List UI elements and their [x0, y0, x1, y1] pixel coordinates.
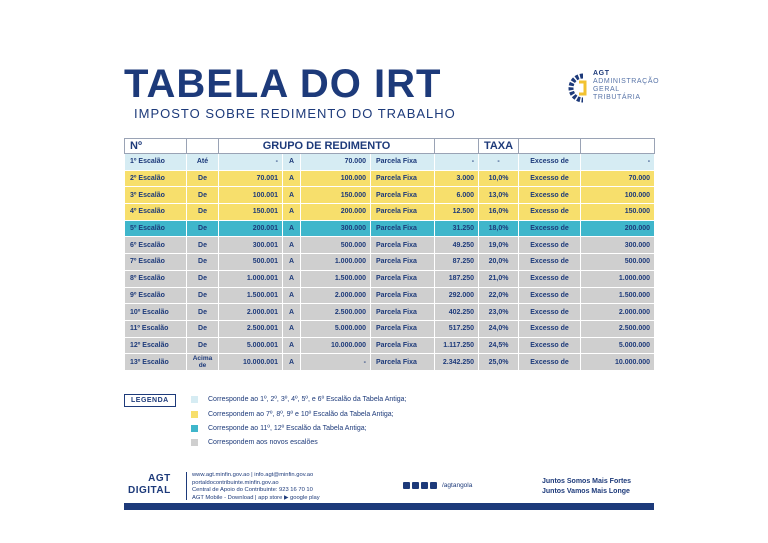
table-row: [125, 304, 655, 321]
cell-excesso: Excesso de: [519, 170, 581, 187]
contact-phone: Central de Apoio do Contribuinte: 923 16 70 10: [192, 487, 313, 493]
cell-a: A: [283, 220, 301, 237]
cell-max: 1.000.000: [301, 254, 371, 271]
cell-fixa: 31.250: [435, 220, 479, 237]
cell-de: De: [187, 287, 219, 304]
table-row: [125, 254, 655, 271]
cell-escalao: 13º Escalão: [125, 354, 187, 371]
page-subtitle: IMPOSTO SOBRE REDIMENTO DO TRABALHO: [134, 106, 456, 121]
cell-taxa: 22,0%: [479, 287, 519, 304]
cell-max: 2.000.000: [301, 287, 371, 304]
cell-valor: 10.000.000: [581, 354, 655, 371]
cell-max: 150.000: [301, 187, 371, 204]
cell-taxa: 10,0%: [479, 170, 519, 187]
cell-max: -: [301, 354, 371, 371]
cell-fixa: 2.342.250: [435, 354, 479, 371]
cell-parcela: Parcela Fixa: [371, 304, 435, 321]
cell-de: De: [187, 187, 219, 204]
cell-min: 5.000.001: [219, 337, 283, 354]
cell-fixa: 3.000: [435, 170, 479, 187]
footer-divider: [186, 472, 187, 500]
cell-a: A: [283, 237, 301, 254]
table-row: [125, 320, 655, 337]
instagram-icon[interactable]: [421, 482, 428, 489]
legend-text-2: Correspondem ao 7º, 8º, 9º e 10º Escalão da Tabela Antiga;: [208, 411, 394, 418]
cell-parcela: Parcela Fixa: [371, 337, 435, 354]
cell-a: A: [283, 254, 301, 271]
cell-fixa: 517.250: [435, 320, 479, 337]
cell-excesso: Excesso de: [519, 154, 581, 171]
cell-de: De: [187, 204, 219, 221]
cell-escalao: 3º Escalão: [125, 187, 187, 204]
cell-excesso: Excesso de: [519, 304, 581, 321]
contact-mobile: AGT Mobile - Download | app store ▶ google play: [192, 494, 320, 501]
cell-valor: 1.000.000: [581, 270, 655, 287]
cell-taxa: 24,5%: [479, 337, 519, 354]
cell-valor: 500.000: [581, 254, 655, 271]
legend-swatch-4: [191, 439, 198, 446]
header-num: Nº: [125, 139, 187, 154]
cell-excesso: Excesso de: [519, 220, 581, 237]
legend-item-1: [191, 396, 407, 403]
legend-item-4: [191, 439, 318, 446]
cell-escalao: 10º Escalão: [125, 304, 187, 321]
cell-excesso: Excesso de: [519, 337, 581, 354]
cell-escalao: 9º Escalão: [125, 287, 187, 304]
cell-taxa: 19,0%: [479, 237, 519, 254]
header-taxa: TAXA: [479, 139, 519, 154]
cell-taxa: 20,0%: [479, 254, 519, 271]
cell-escalao: 4º Escalão: [125, 204, 187, 221]
cell-de: De: [187, 237, 219, 254]
facebook-icon[interactable]: [412, 482, 419, 489]
cell-max: 300.000: [301, 220, 371, 237]
cell-escalao: 11º Escalão: [125, 320, 187, 337]
cell-max: 200.000: [301, 204, 371, 221]
table-header-row: [125, 139, 655, 154]
legend-text-3: Corresponde ao 11º, 12º Escalão da Tabela Antiga;: [208, 425, 367, 432]
cell-parcela: Parcela Fixa: [371, 154, 435, 171]
table-row: [125, 220, 655, 237]
cell-escalao: 2º Escalão: [125, 170, 187, 187]
cell-de: De: [187, 270, 219, 287]
legend-item-3: [191, 425, 367, 432]
cell-min: 500.001: [219, 254, 283, 271]
cell-min: 10.000.001: [219, 354, 283, 371]
cell-min: -: [219, 154, 283, 171]
cell-fixa: 49.250: [435, 237, 479, 254]
cell-taxa: -: [479, 154, 519, 171]
cell-escalao: 1º Escalão: [125, 154, 187, 171]
cell-valor: 150.000: [581, 204, 655, 221]
cell-min: 200.001: [219, 220, 283, 237]
cell-fixa: 12.500: [435, 204, 479, 221]
cell-fixa: -: [435, 154, 479, 171]
cell-escalao: 12º Escalão: [125, 337, 187, 354]
cell-fixa: 187.250: [435, 270, 479, 287]
footer-contacts: [192, 472, 320, 502]
cell-max: 100.000: [301, 170, 371, 187]
logo-line2: ADMINISTRAÇÃO: [593, 78, 660, 85]
logo-line4: TRIBUTÁRIA: [593, 94, 641, 101]
cell-parcela: Parcela Fixa: [371, 354, 435, 371]
legend-text-1: Corresponde ao 1º, 2º, 3º, 4º, 5º, e 6º Escalão da Tabela Antiga;: [208, 396, 407, 403]
cell-taxa: 18,0%: [479, 220, 519, 237]
social-handle: /agtangola: [442, 482, 473, 489]
cell-parcela: Parcela Fixa: [371, 254, 435, 271]
table-row: [125, 354, 655, 371]
table-row: [125, 170, 655, 187]
cell-a: A: [283, 170, 301, 187]
cell-a: A: [283, 304, 301, 321]
cell-min: 300.001: [219, 237, 283, 254]
cell-de: De: [187, 170, 219, 187]
cell-a: A: [283, 154, 301, 171]
cell-a: A: [283, 337, 301, 354]
cell-min: 2.000.001: [219, 304, 283, 321]
cell-valor: 70.000: [581, 170, 655, 187]
cell-excesso: Excesso de: [519, 354, 581, 371]
logo-agt: AGT: [593, 70, 610, 77]
cell-max: 5.000.000: [301, 320, 371, 337]
cell-valor: 200.000: [581, 220, 655, 237]
cell-fixa: 6.000: [435, 187, 479, 204]
cell-max: 1.500.000: [301, 270, 371, 287]
cell-parcela: Parcela Fixa: [371, 187, 435, 204]
cell-a: A: [283, 270, 301, 287]
cell-taxa: 16,0%: [479, 204, 519, 221]
cell-taxa: 23,0%: [479, 304, 519, 321]
page-title: TABELA DO IRT: [124, 62, 442, 106]
cell-min: 70.001: [219, 170, 283, 187]
cell-max: 70.000: [301, 154, 371, 171]
cell-fixa: 292.000: [435, 287, 479, 304]
cell-valor: 2.000.000: [581, 304, 655, 321]
cell-valor: 300.000: [581, 237, 655, 254]
table-row: [125, 187, 655, 204]
contact-portal-link[interactable]: portaldocontribuinte.minfin.gov.ao: [192, 479, 279, 486]
legend-title: LEGENDA: [124, 394, 176, 407]
table-row: [125, 270, 655, 287]
cell-a: A: [283, 287, 301, 304]
legend-swatch-2: [191, 411, 198, 418]
cell-parcela: Parcela Fixa: [371, 320, 435, 337]
cell-fixa: 402.250: [435, 304, 479, 321]
cell-valor: 5.000.000: [581, 337, 655, 354]
brand-line1: AGT: [148, 473, 171, 484]
footer-bar: [124, 503, 654, 510]
table-row: [125, 204, 655, 221]
cell-parcela: Parcela Fixa: [371, 204, 435, 221]
cell-de: De: [187, 304, 219, 321]
cell-de: Até: [187, 154, 219, 171]
cell-parcela: Parcela Fixa: [371, 287, 435, 304]
legend-swatch-3: [191, 425, 198, 432]
agt-logo: [567, 70, 667, 110]
cell-de: De: [187, 254, 219, 271]
cell-max: 10.000.000: [301, 337, 371, 354]
cell-parcela: Parcela Fixa: [371, 170, 435, 187]
cell-taxa: 25,0%: [479, 354, 519, 371]
cell-taxa: 21,0%: [479, 270, 519, 287]
cell-escalao: 8º Escalão: [125, 270, 187, 287]
cell-taxa: 13,0%: [479, 187, 519, 204]
twitter-icon[interactable]: [430, 482, 437, 489]
footer-slogans: [542, 477, 631, 497]
slogan-1: Juntos Somos Mais Fortes: [542, 478, 632, 485]
table-row: [125, 287, 655, 304]
irt-table: [124, 138, 655, 371]
cell-parcela: Parcela Fixa: [371, 270, 435, 287]
cell-valor: 2.500.000: [581, 320, 655, 337]
cell-a: A: [283, 204, 301, 221]
cell-excesso: Excesso de: [519, 270, 581, 287]
cell-valor: 100.000: [581, 187, 655, 204]
gear-logo-icon: [567, 72, 589, 104]
cell-de: De: [187, 220, 219, 237]
cell-parcela: Parcela Fixa: [371, 237, 435, 254]
cell-valor: -: [581, 154, 655, 171]
header-grupo: GRUPO DE REDIMENTO: [219, 139, 435, 154]
cell-excesso: Excesso de: [519, 204, 581, 221]
slogan-2: Juntos Vamos Mais Longe: [542, 488, 630, 495]
contact-web-link[interactable]: www.agt.minfin.gov.ao | info.agt@minfin.gov.ao: [192, 472, 314, 478]
table-row: [125, 337, 655, 354]
cell-min: 150.001: [219, 204, 283, 221]
cell-excesso: Excesso de: [519, 187, 581, 204]
cell-min: 2.500.001: [219, 320, 283, 337]
cell-escalao: 7º Escalão: [125, 254, 187, 271]
table-row: [125, 154, 655, 171]
cell-escalao: 5º Escalão: [125, 220, 187, 237]
cell-fixa: 1.117.250: [435, 337, 479, 354]
cell-max: 2.500.000: [301, 304, 371, 321]
agt-digital-brand: [128, 473, 171, 497]
social-links: [403, 482, 472, 489]
cell-excesso: Excesso de: [519, 287, 581, 304]
brand-line2: DIGITAL: [128, 485, 171, 496]
cell-parcela: Parcela Fixa: [371, 220, 435, 237]
table-row: [125, 237, 655, 254]
logo-line3: GERAL: [593, 86, 620, 93]
cell-min: 100.001: [219, 187, 283, 204]
cell-excesso: Excesso de: [519, 254, 581, 271]
cell-a: A: [283, 320, 301, 337]
cell-a: A: [283, 187, 301, 204]
cell-fixa: 87.250: [435, 254, 479, 271]
cell-valor: 1.500.000: [581, 287, 655, 304]
legend-text-4: Correspondem aos novos escalões: [208, 439, 318, 446]
cell-max: 500.000: [301, 237, 371, 254]
legend-swatch-1: [191, 396, 198, 403]
cell-de: Acima de: [187, 354, 219, 371]
cell-excesso: Excesso de: [519, 237, 581, 254]
cell-min: 1.500.001: [219, 287, 283, 304]
youtube-icon[interactable]: [403, 482, 410, 489]
legend-item-2: [191, 411, 394, 418]
cell-escalao: 6º Escalão: [125, 237, 187, 254]
cell-a: A: [283, 354, 301, 371]
cell-de: De: [187, 337, 219, 354]
cell-excesso: Excesso de: [519, 320, 581, 337]
cell-de: De: [187, 320, 219, 337]
cell-taxa: 24,0%: [479, 320, 519, 337]
cell-min: 1.000.001: [219, 270, 283, 287]
